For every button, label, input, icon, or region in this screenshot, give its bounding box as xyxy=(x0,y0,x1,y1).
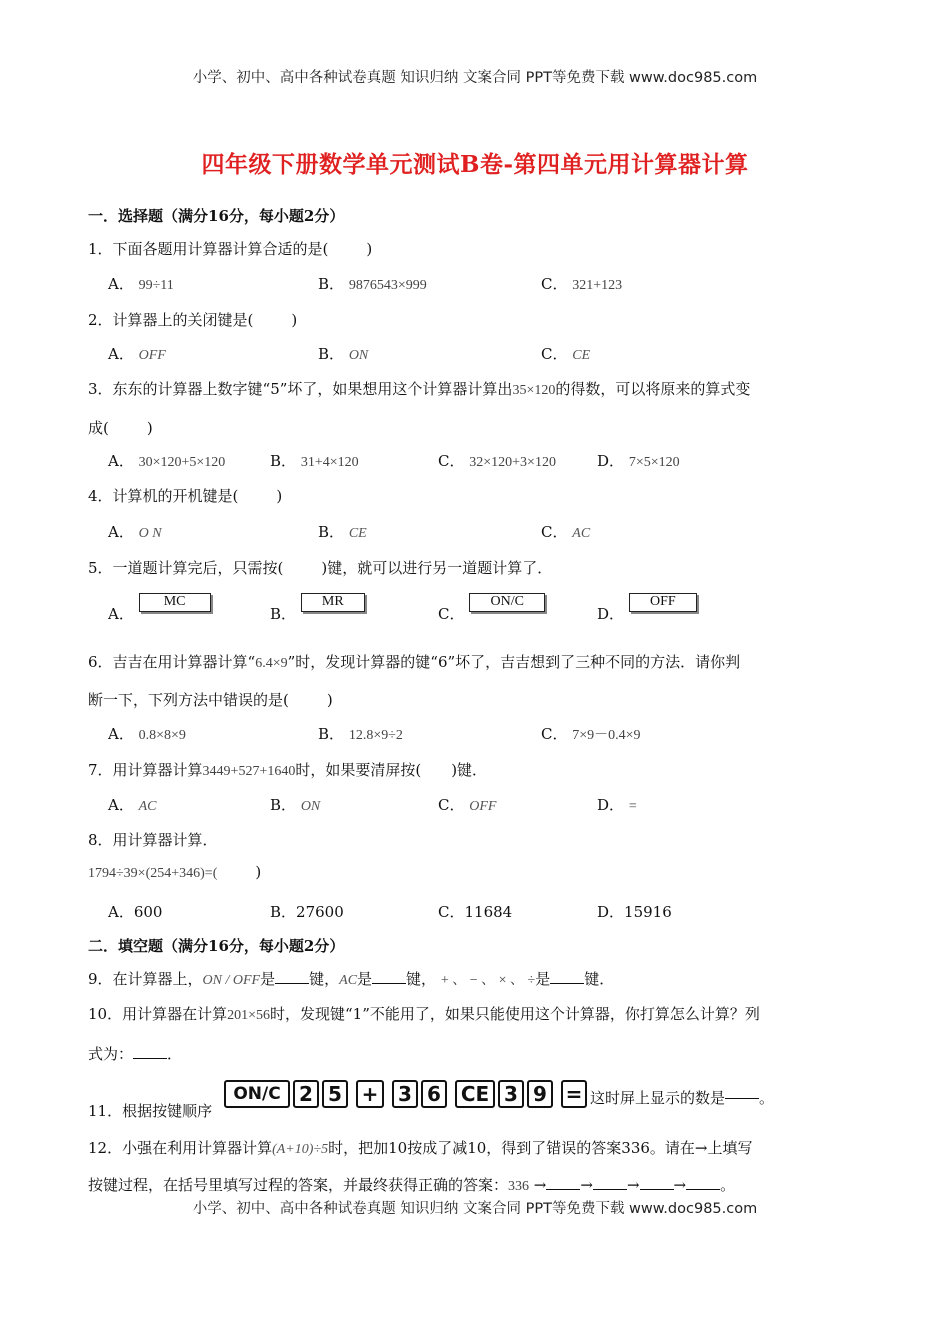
q2-close: ) xyxy=(291,311,298,329)
option-label: B． xyxy=(270,605,297,623)
option-label: C． xyxy=(438,605,465,623)
q8-option-b[interactable] xyxy=(270,901,344,922)
option-label: C． xyxy=(541,345,568,363)
option-value: 30×120+5×120 xyxy=(138,455,226,470)
q8-stem: 8．用计算器计算． xyxy=(88,831,218,849)
question-12 xyxy=(88,1137,752,1158)
option-label: D． xyxy=(597,796,625,814)
q9-blank-2[interactable] xyxy=(372,969,406,984)
footer-banner: 小学、初中、高中各种试卷真题 知识归纳 文案合同 PPT等免费下载 www.doc985.com xyxy=(192,1201,758,1217)
arrow-right-icon: → xyxy=(673,1176,687,1194)
q6-option-b[interactable] xyxy=(318,723,403,744)
option-label: B． xyxy=(270,452,297,470)
q11-stem-cont: 这时屏上显示的数是 xyxy=(590,1089,726,1107)
q12-blank-2[interactable] xyxy=(593,1175,627,1190)
q1-option-a[interactable] xyxy=(108,273,174,294)
arrow-right-icon: → xyxy=(626,1176,640,1194)
q9-text: 键， xyxy=(309,970,340,988)
option-label: A． xyxy=(108,796,134,814)
q7-option-d[interactable] xyxy=(597,794,637,815)
q4-option-c[interactable] xyxy=(541,521,590,542)
q9-blank-3[interactable] xyxy=(550,969,584,984)
q10-stem: 10．用计算器在计算 xyxy=(88,1005,228,1023)
off-key-icon: OFF xyxy=(629,593,697,612)
q6-stem: 6．吉吉在用计算器计算“ xyxy=(88,653,256,671)
q8-close: ) xyxy=(255,863,262,881)
q10-stem-end: 式为： xyxy=(88,1045,134,1063)
option-value: 99÷11 xyxy=(138,278,174,293)
q8-option-d[interactable] xyxy=(597,901,672,922)
option-value: OFF xyxy=(469,799,497,814)
q3-option-d[interactable] xyxy=(597,450,680,471)
q10-end: ． xyxy=(167,1045,183,1063)
arrow-right-icon: → xyxy=(580,1176,593,1194)
q5-option-c[interactable] xyxy=(438,593,545,624)
q9-operator-keys: + 、 − 、 × 、 ÷ xyxy=(440,973,536,988)
q2-option-b[interactable] xyxy=(318,343,368,364)
q3-stem-end: 成( xyxy=(88,419,109,437)
option-label: C． xyxy=(438,452,465,470)
digit-5-key-icon: 5 xyxy=(322,1080,348,1108)
q9-stem: 9．在计算器上， xyxy=(88,970,203,988)
option-label: B． xyxy=(270,903,297,921)
q7-option-b[interactable] xyxy=(270,794,320,815)
q3-close: ) xyxy=(146,419,153,437)
digit-3-key-icon: 3 xyxy=(392,1080,418,1108)
option-value: 12.8×9÷2 xyxy=(348,728,403,743)
question-10 xyxy=(88,1003,760,1024)
q1-option-c[interactable] xyxy=(541,273,622,294)
equals-key-icon: = xyxy=(561,1080,587,1108)
option-label: D． xyxy=(597,605,625,623)
q9-text: 是 xyxy=(535,970,551,988)
on-c-key-icon: ON/C xyxy=(469,593,545,612)
option-value: OFF xyxy=(138,348,166,363)
q5-option-d[interactable] xyxy=(597,593,697,624)
option-value: ON xyxy=(348,348,369,363)
q7-stem: 7．用计算器计算 xyxy=(88,761,203,779)
plus-key-icon: + xyxy=(356,1080,384,1108)
q9-text: 是 xyxy=(260,970,276,988)
q3-option-c[interactable] xyxy=(438,450,556,471)
q5-option-b[interactable] xyxy=(270,593,365,624)
arrow-right-icon: → xyxy=(533,1176,547,1194)
option-label: A． xyxy=(108,903,134,921)
option-label: A． xyxy=(108,725,134,743)
option-value: ON xyxy=(300,799,321,814)
q8-option-c[interactable] xyxy=(438,901,512,922)
q11-blank[interactable] xyxy=(725,1084,759,1099)
q2-stem: 2．计算器上的关闭键是( xyxy=(88,311,254,329)
q5-option-a[interactable] xyxy=(108,593,211,624)
q12-stem-cont: 时，把加10按成了减10，得到了错误的答案336。请在→上填写 xyxy=(328,1139,753,1157)
option-label: A． xyxy=(108,452,134,470)
q5-stem: 5．一道题计算完后，只需按( xyxy=(88,559,284,577)
question-3 xyxy=(88,378,750,399)
option-value: = xyxy=(628,799,637,814)
option-value: 27600 xyxy=(296,903,344,921)
q6-option-a[interactable] xyxy=(108,723,186,744)
q10-expression: 201×56 xyxy=(227,1008,270,1023)
option-value: 15916 xyxy=(624,903,672,921)
option-value: CE xyxy=(572,348,591,363)
option-label: B． xyxy=(270,796,297,814)
q7-expression: 3449+527+1640 xyxy=(202,764,296,779)
q5-stem-cont: )键，就可以进行另一道题计算了． xyxy=(321,559,553,577)
option-value: O N xyxy=(138,526,162,541)
q12-blank-3[interactable] xyxy=(640,1175,674,1190)
q12-expression: (A+10)÷5 xyxy=(272,1142,329,1157)
option-value: 7×9－0.4×9 xyxy=(572,728,641,743)
q3-option-a[interactable] xyxy=(108,450,225,471)
q6-option-c[interactable] xyxy=(541,723,641,744)
q7-option-a[interactable] xyxy=(108,794,157,815)
option-value: AC xyxy=(572,526,591,541)
q8-option-a[interactable] xyxy=(108,901,162,922)
q1-stem: 1．下面各题用计算器计算合适的是( xyxy=(88,240,329,258)
q4-option-b[interactable] xyxy=(318,521,367,542)
q1-option-b[interactable] xyxy=(318,273,427,294)
header-banner: 小学、初中、高中各种试卷真题 知识归纳 文案合同 PPT等免费下载 www.doc985.com xyxy=(192,70,758,86)
q10-blank[interactable] xyxy=(133,1044,167,1059)
q4-stem: 4．计算机的开机键是( xyxy=(88,487,239,505)
q9-text: 是 xyxy=(357,970,373,988)
q9-on-off-key: ON / OFF xyxy=(202,973,261,988)
option-label: C． xyxy=(438,903,465,921)
q12-stem: 12．小强在利用计算器计算 xyxy=(88,1139,273,1157)
option-label: C． xyxy=(541,523,568,541)
digit-9-key-icon: 9 xyxy=(527,1080,553,1108)
q9-ac-key: AC xyxy=(339,973,358,988)
option-label: C． xyxy=(541,275,568,293)
question-1 xyxy=(88,238,372,259)
digit-3-key-icon: 3 xyxy=(498,1080,524,1108)
q9-text: 键． xyxy=(584,970,615,988)
option-label: B． xyxy=(318,523,345,541)
q12-stem-end: 按键过程，在括号里填写过程的答案，并最终获得正确的答案： xyxy=(88,1176,509,1194)
q7-option-c[interactable] xyxy=(438,794,496,815)
option-label: D． xyxy=(597,903,625,921)
q1-close: ) xyxy=(366,240,373,258)
q9-text: 键， xyxy=(406,970,437,988)
q3-expression: 35×120 xyxy=(512,383,556,398)
question-8 xyxy=(88,829,218,850)
q12-blank-4[interactable] xyxy=(686,1175,720,1190)
option-value: CE xyxy=(348,526,367,541)
option-value: 31+4×120 xyxy=(300,455,359,470)
q12-end: 。 xyxy=(720,1176,736,1194)
q4-option-a[interactable] xyxy=(108,521,162,542)
q6-expression: 6.4×9 xyxy=(255,656,288,671)
option-label: C． xyxy=(541,725,568,743)
question-3-line2 xyxy=(88,417,153,438)
question-6-line2 xyxy=(88,689,333,710)
q12-start-value: 336 xyxy=(508,1179,530,1194)
question-10-line2 xyxy=(88,1043,182,1064)
option-label: C． xyxy=(438,796,465,814)
q9-blank-1[interactable] xyxy=(275,969,309,984)
option-value: 600 xyxy=(133,903,163,921)
option-value: 0.8×8×9 xyxy=(138,728,186,743)
option-value: 32×120+3×120 xyxy=(469,455,556,470)
question-9 xyxy=(88,968,614,989)
q7-stem-cont: 时，如果要清屏按( xyxy=(295,761,422,779)
q8-expression: 1794÷39×(254+346)=( xyxy=(88,866,218,881)
q3-stem-cont: 的得数，可以将原来的算式变 xyxy=(555,380,751,398)
option-label: A． xyxy=(108,605,134,623)
digit-2-key-icon: 2 xyxy=(293,1080,319,1108)
q7-stem-end: )键． xyxy=(451,761,488,779)
question-7 xyxy=(88,759,487,780)
q3-option-b[interactable] xyxy=(270,450,359,471)
question-12-line2 xyxy=(88,1174,735,1195)
option-value: 321+123 xyxy=(572,278,623,293)
option-value: AC xyxy=(138,799,157,814)
option-label: A． xyxy=(108,275,134,293)
option-label: A． xyxy=(108,523,134,541)
q4-close: ) xyxy=(276,487,283,505)
q2-option-c[interactable] xyxy=(541,343,590,364)
q2-option-a[interactable] xyxy=(108,343,166,364)
mc-key-icon: MC xyxy=(139,593,211,612)
q11-end: 。 xyxy=(759,1089,775,1107)
on-c-key-icon: ON/C xyxy=(224,1080,290,1108)
mr-key-icon: MR xyxy=(301,593,365,612)
option-label: B． xyxy=(318,275,345,293)
question-5 xyxy=(88,557,552,578)
q6-stem-end: 断一下，下列方法中错误的是( xyxy=(88,691,289,709)
option-value: 9876543×999 xyxy=(348,278,427,293)
page-title: 四年级下册数学单元测试B卷-第四单元用计算器计算 xyxy=(201,151,749,178)
question-2 xyxy=(88,309,297,330)
question-11-stem: 11．根据按键顺序 xyxy=(88,1102,213,1120)
question-8-expression xyxy=(88,863,261,882)
section-heading-choice: 一．选择题（满分16分，每小题2分） xyxy=(88,207,345,225)
option-label: A． xyxy=(108,345,134,363)
question-6 xyxy=(88,651,740,672)
q6-close: ) xyxy=(326,691,333,709)
option-label: B． xyxy=(318,345,345,363)
question-4 xyxy=(88,485,282,506)
option-value: 11684 xyxy=(464,903,513,921)
q6-stem-cont: ”时，发现计算器的键“6”坏了，吉吉想到了三种不同的方法．请你判 xyxy=(287,653,741,671)
q3-stem: 3．东东的计算器上数字键“5”坏了，如果想用这个计算器计算出 xyxy=(88,380,513,398)
option-value: 7×5×120 xyxy=(628,455,680,470)
ce-key-icon: CE xyxy=(455,1080,495,1108)
digit-6-key-icon: 6 xyxy=(421,1080,447,1108)
q10-stem-cont: 时，发现键“1”不能用了，如果只能使用这个计算器，你打算怎么计算？列 xyxy=(270,1005,760,1023)
q12-blank-1[interactable] xyxy=(546,1175,580,1190)
section-heading-fill: 二．填空题（满分16分，每小题2分） xyxy=(88,937,345,955)
option-label: B． xyxy=(318,725,345,743)
q11-key-sequence xyxy=(224,1080,774,1108)
option-label: D． xyxy=(597,452,625,470)
